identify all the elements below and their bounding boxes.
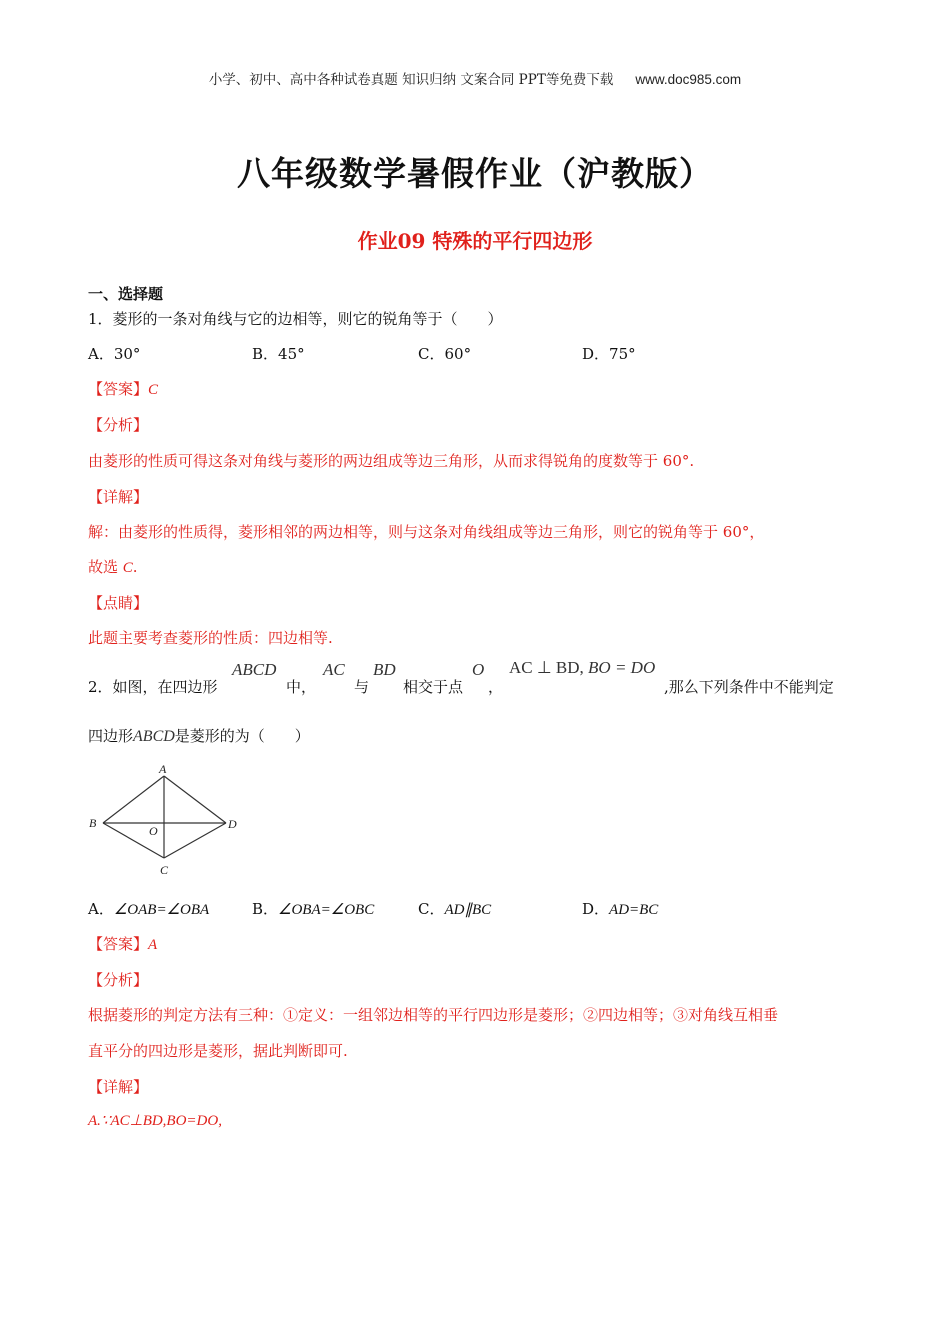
q2-stem-p2: 中，	[286, 678, 317, 696]
label-d: D	[228, 817, 237, 831]
q2-option-c	[418, 898, 491, 919]
q2-option-a-expr: ∠OAB=∠OBA	[113, 902, 210, 918]
q2-stem-p1: 2．如图，在四边形	[88, 678, 218, 696]
label-c: C	[160, 863, 169, 877]
q2-line2-prefix: 四边形	[88, 727, 134, 745]
q2-answer-value: A	[148, 937, 158, 953]
q1-option-a: A．30°	[88, 345, 141, 363]
section-heading: 一、选择题	[88, 286, 164, 303]
edge-cd	[164, 823, 226, 858]
edge-ab	[103, 776, 164, 823]
q2-option-b	[252, 898, 374, 919]
q2-stem-p4: 相交于点	[403, 678, 464, 696]
q2-option-b-letter: B．	[252, 900, 279, 918]
q2-math-condition	[509, 658, 655, 678]
q1-option-d: D．75°	[582, 345, 636, 363]
q2-option-b-expr: ∠OBA=∠OBC	[278, 902, 375, 918]
q2-math-condition-b: BO = DO	[588, 658, 656, 677]
q1-option-b: B．45°	[252, 345, 305, 363]
q2-math-o: O	[472, 660, 485, 679]
q1-comment-label: 【点睛】	[88, 594, 149, 612]
q2-math-ac: AC	[323, 660, 345, 679]
q2-stem-p3: 与	[354, 678, 370, 696]
page-header	[0, 68, 950, 88]
edge-da	[164, 776, 226, 823]
q2-analysis-line1: 根据菱形的判定方法有三种：①定义：一组邻边相等的平行四边形是菱形；②四边相等；③对角线互相垂	[88, 1006, 779, 1024]
header-text: 小学、初中、高中各种试卷真题 知识归纳 文案合同 PPT等免费下载	[208, 72, 614, 88]
q2-analysis-label: 【分析】	[88, 971, 149, 989]
header-site-link[interactable]: www.doc985.com	[635, 72, 742, 87]
q2-answer-label: 【答案】	[88, 935, 149, 953]
page-subtitle: 作业09 特殊的平行四边形	[357, 229, 593, 253]
q2-stem-line2	[88, 725, 310, 746]
q2-line2-suffix: 是菱形的为（ ）	[174, 727, 310, 745]
q1-detail-letter: C	[122, 560, 133, 576]
q1-answer	[88, 378, 158, 399]
page-title: 八年级数学暑假作业（沪教版）	[237, 154, 713, 193]
q2-math-abcd: ABCD	[232, 660, 277, 679]
q1-analysis-label: 【分析】	[88, 416, 149, 434]
q1-detail-line1: 解：由菱形的性质得，菱形相邻的两边相等，则与这条对角线组成等边三角形，则它的锐角等于 60°，	[88, 523, 765, 541]
q2-option-d	[582, 898, 658, 919]
q2-line2-math: ABCD	[133, 728, 175, 745]
q2-analysis-line2: 直平分的四边形是菱形，据此判断即可.	[88, 1042, 348, 1060]
q2-option-c-letter: C．	[418, 900, 445, 918]
q2-option-a-letter: A．	[88, 900, 114, 918]
q2-stem-p5: ，	[488, 678, 504, 696]
q1-detail-suffix: .	[132, 558, 138, 576]
q2-answer	[88, 933, 157, 954]
label-o: O	[149, 824, 158, 838]
q2-option-d-expr: AD=BC	[609, 902, 659, 918]
q2-stem-p6: ,那么下列条件中不能判定	[664, 678, 834, 696]
q1-stem: 1．菱形的一条对角线与它的边相等，则它的锐角等于（ ）	[88, 310, 503, 328]
q1-answer-value: C	[148, 382, 159, 398]
q2-detail-label: 【详解】	[88, 1078, 149, 1096]
q2-detail-line1: A.∵AC⊥BD,BO=DO,	[88, 1113, 222, 1129]
rhombus-figure	[86, 762, 246, 880]
q1-comment-text: 此题主要考查菱形的性质：四边相等.	[88, 629, 333, 647]
q1-detail-line2	[88, 556, 138, 577]
q2-math-bd: BD	[373, 660, 396, 679]
q1-analysis-text: 由菱形的性质可得这条对角线与菱形的两边组成等边三角形，从而求得锐角的度数等于 60°.	[88, 452, 695, 470]
q2-math-condition-a: AC ⊥ BD,	[509, 658, 589, 677]
q1-answer-label: 【答案】	[88, 380, 149, 398]
q2-option-d-letter: D．	[582, 900, 610, 918]
q1-detail-prefix: 故选	[88, 558, 123, 576]
label-b: B	[89, 816, 97, 830]
q1-detail-label: 【详解】	[88, 488, 149, 506]
label-a: A	[159, 762, 167, 776]
q2-option-c-expr: AD∥BC	[444, 902, 492, 918]
q1-option-c: C．60°	[418, 345, 472, 363]
q2-option-a	[88, 898, 209, 919]
